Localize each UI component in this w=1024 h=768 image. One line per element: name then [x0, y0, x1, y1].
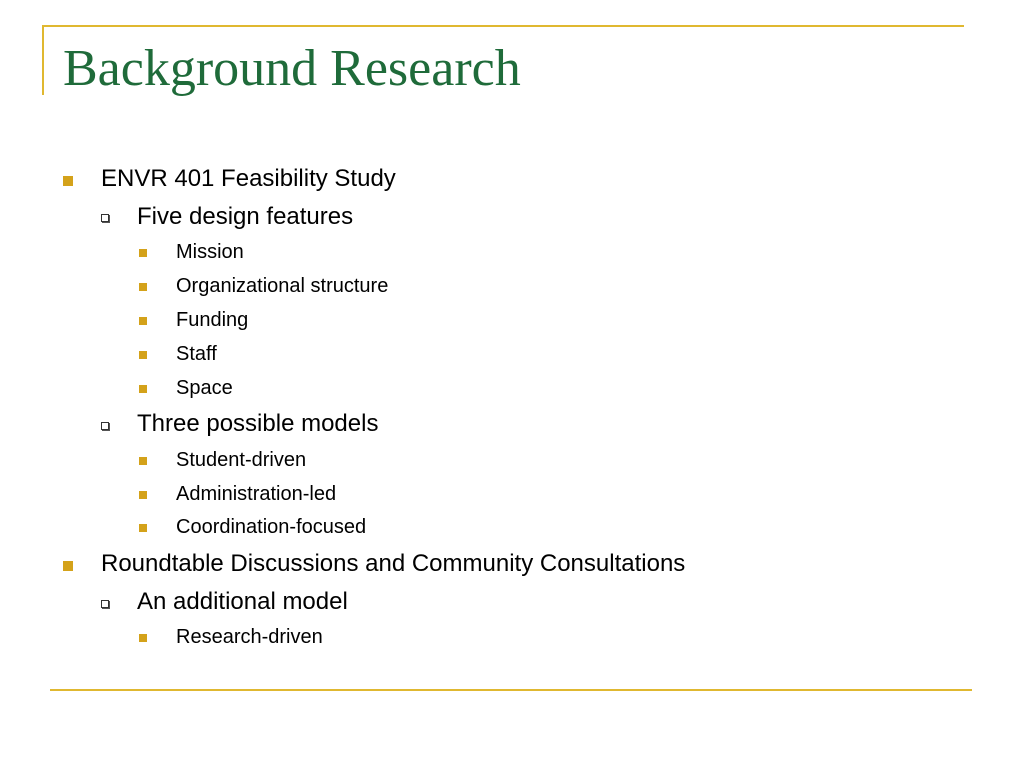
square-bullet-icon	[139, 385, 147, 393]
list-item-label: Coordination-focused	[176, 516, 367, 538]
list-item-label: ENVR 401 Feasibility Study	[101, 165, 396, 192]
square-bullet-icon	[139, 457, 147, 465]
square-bullet-icon	[63, 176, 73, 186]
hollow-box-bullet-icon	[101, 214, 109, 222]
square-bullet-icon	[139, 283, 147, 291]
square-bullet-icon	[139, 351, 147, 359]
list-item-label: Roundtable Discussions and Community Consultations	[101, 550, 686, 577]
bottom-rule	[50, 689, 972, 691]
hollow-box-bullet-icon	[101, 422, 109, 430]
list-item-label: An additional model	[137, 588, 348, 615]
list-item-label: Research-driven	[176, 626, 323, 648]
list-item-label: Mission	[176, 241, 244, 263]
square-bullet-icon	[139, 634, 147, 642]
list-item-label: Five design features	[137, 203, 354, 230]
list-item-label: Administration-led	[176, 483, 337, 505]
square-bullet-icon	[139, 491, 147, 499]
square-bullet-icon	[139, 249, 147, 257]
list-item-label: Organizational structure	[176, 275, 389, 297]
square-bullet-icon	[139, 524, 147, 532]
list-item-label: Staff	[176, 343, 217, 365]
square-bullet-icon	[63, 561, 73, 571]
slide-title: Background Research	[63, 40, 521, 97]
list-item-label: Student-driven	[176, 449, 307, 471]
square-bullet-icon	[139, 317, 147, 325]
list-item-label: Funding	[176, 309, 249, 331]
list-item-label: Space	[176, 377, 233, 399]
hollow-box-bullet-icon	[101, 600, 109, 608]
list-item-label: Three possible models	[137, 410, 379, 437]
